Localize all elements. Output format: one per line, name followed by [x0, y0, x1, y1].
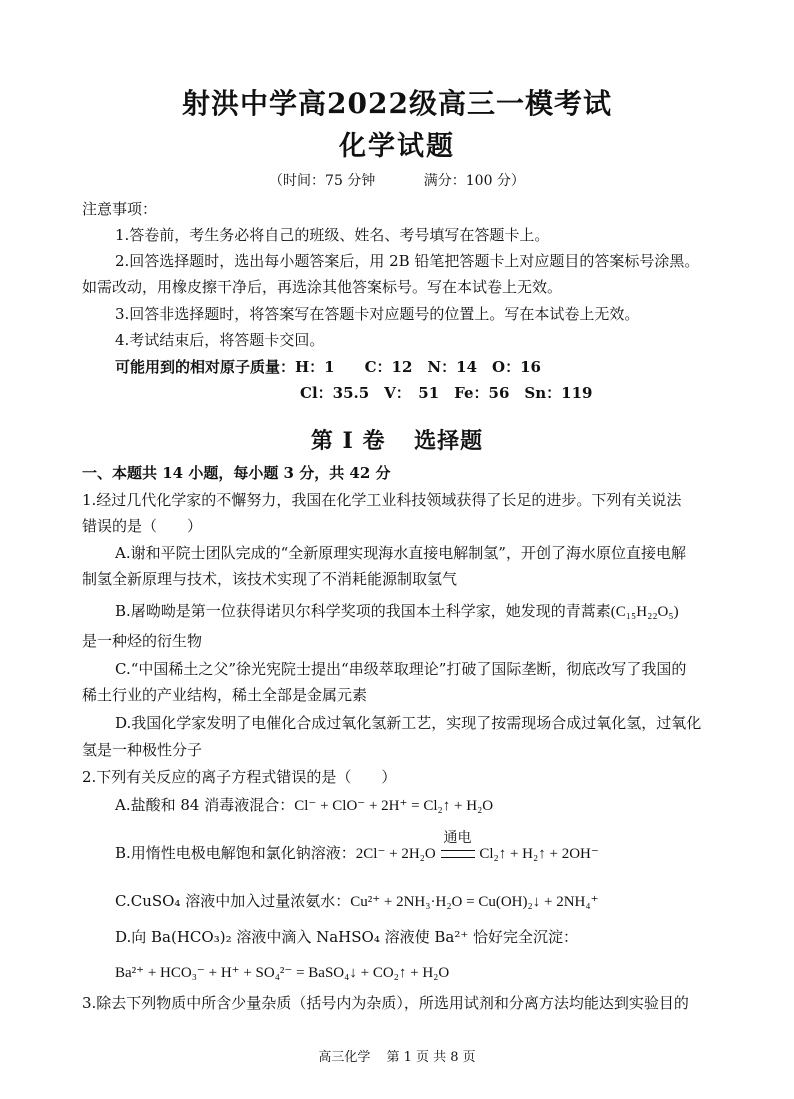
- electrolysis-label: 通电: [443, 830, 472, 846]
- q1-option-d-2: 氢是一种极性分子: [82, 741, 203, 759]
- q2-option-a: [115, 792, 725, 819]
- equals-sign-bars: [441, 850, 475, 858]
- q2-option-a-equation: Cl⁻ + ClO⁻ + 2H⁺ = Cl₂↑ + H₂O: [294, 798, 494, 814]
- q1-option-c-1: C.“中国稀土之父”徐光宪院士提出“串级萃取理论”打破了国际垄断，彻底改写了我国的: [115, 660, 687, 678]
- q2-option-c-text: C.CuSO₄ 溶液中加入过量浓氨水：: [115, 892, 351, 910]
- part1-heading: 一、本题共 14 小题，每小题 3 分，共 42 分: [82, 464, 391, 482]
- atomic-mass-line-2: Cl：35.5 V： 51 Fe：56 Sn：119: [300, 384, 593, 402]
- note-4: 4.考试结束后，将答题卡交回。: [115, 331, 325, 349]
- q1-stem-a: 1.经过几代化学家的不懈努力，我国在化学工业科技领域获得了长足的进步。下列有关说法: [82, 491, 682, 509]
- note-2a: 2.回答选择题时，选出每小题答案后，用 2B 铅笔把答题卡上对应题目的答案标号涂黑。: [115, 252, 700, 270]
- q2-option-c-equation: Cu²⁺ + 2NH₃·H₂O = Cu(OH)₂↓ + 2NH₄⁺: [350, 894, 599, 910]
- q2-option-d: D.向 Ba(HCO₃)₂ 溶液中滴入 NaHSO₄ 溶液使 Ba²⁺ 恰好完全沉淀：: [115, 928, 579, 946]
- q2-option-b: [115, 830, 725, 867]
- footer-subject: 高三化学: [318, 1050, 371, 1065]
- q1-option-d-1: D.我国化学家发明了电催化合成过氧化氢新工艺，实现了按需现场合成过氧化氢，过氧化: [115, 714, 702, 732]
- exam-time: （时间：75 分钟: [269, 173, 376, 189]
- footer-page-number: 第 1 页 共 8 页: [386, 1050, 476, 1065]
- section-volume: 第 I 卷: [310, 428, 386, 454]
- q1-option-c-2: 稀土行业的产业结构，稀土全部是金属元素: [82, 686, 368, 704]
- q2-stem: 2.下列有关反应的离子方程式错误的是（ ）: [82, 768, 397, 786]
- section-name: 选择题: [414, 428, 484, 454]
- exam-meta: [0, 170, 794, 190]
- note-1: 1.答卷前，考生务必将自己的班级、姓名、考号填写在答题卡上。: [115, 226, 550, 244]
- artemisinin-formula: (C₁₅H₂₂O₅): [610, 604, 679, 620]
- note-2b: 如需改动，用橡皮擦干净后，再选涂其他答案标号。写在本试卷上无效。: [82, 278, 563, 296]
- q2-option-b-equation-right: Cl₂↑ + H₂↑ + 2OH⁻: [479, 846, 599, 862]
- note-3: 3.回答非选择题时，将答案写在答题卡对应题号的位置上。写在本试卷上无效。: [115, 305, 640, 323]
- q3-stem: 3.除去下列物质中所含少量杂质（括号内为杂质），所选用试剂和分离方法均能达到实验目的: [82, 994, 689, 1012]
- notes-heading: 注意事项：: [82, 200, 158, 218]
- section-title: [0, 424, 794, 455]
- q1-stem-b: 错误的是（ ）: [82, 517, 203, 535]
- electrolysis-condition: [441, 830, 475, 866]
- q2-option-d-equation: Ba²⁺ + HCO₃⁻ + H⁺ + SO₄²⁻ = BaSO₄↓ + CO₂↑ + H₂O: [115, 965, 450, 981]
- exam-subtitle: 化学试题: [339, 131, 455, 162]
- page-footer: [0, 1046, 794, 1065]
- q2-option-c: [115, 888, 725, 915]
- exam-score: 满分：100 分）: [423, 173, 525, 189]
- q2-option-b-equation-left: 2Cl⁻ + 2H₂O: [355, 846, 436, 862]
- q1-option-a-2: 制氢全新原理与技术，该技术实现了不消耗能源制取氢气: [82, 570, 458, 588]
- q2-option-b-text: B.用惰性电极电解饱和氯化钠溶液：: [115, 844, 356, 862]
- q1-option-b-1: [115, 598, 725, 625]
- q1-option-b-text: B.屠呦呦是第一位获得诺贝尔科学奖项的我国本土科学家，她发现的青蒿素: [115, 602, 611, 620]
- q1-option-a-1: A.谢和平院士团队完成的“全新原理实现海水直接电解制氢”，开创了海水原位直接电解: [115, 544, 686, 562]
- q1-option-b-2: 是一种烃的衍生物: [82, 632, 203, 650]
- atomic-mass-line-1: 可能用到的相对原子质量：H：1 C：12 N：14 O：16: [115, 358, 541, 376]
- exam-title: 射洪中学高2022级高三一模考试: [182, 87, 612, 120]
- q2-option-a-text: A.盐酸和 84 消毒液混合：: [115, 796, 295, 814]
